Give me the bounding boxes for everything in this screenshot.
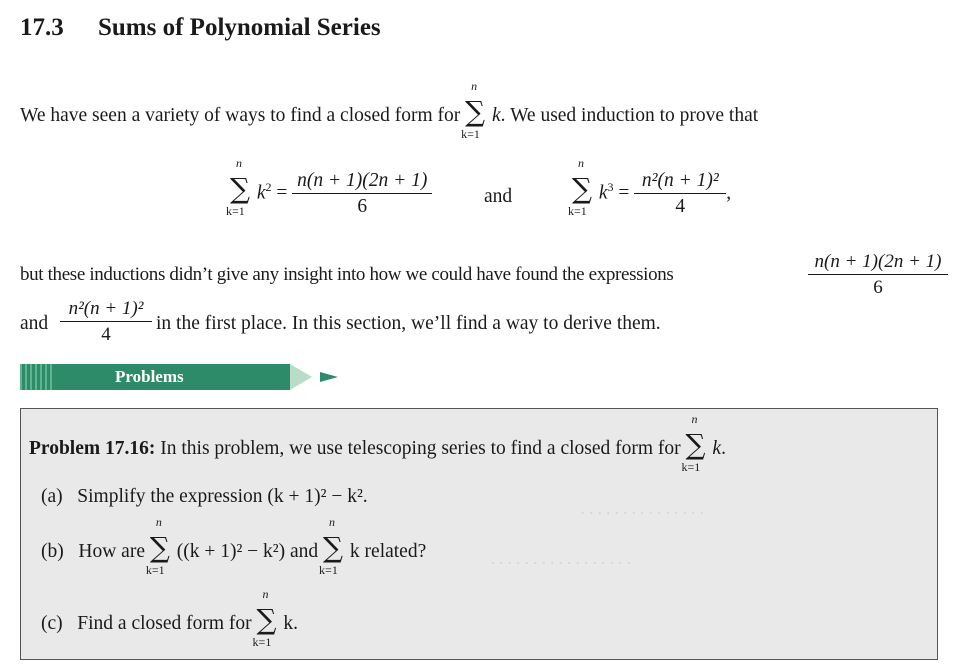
banner-point bbox=[320, 372, 338, 382]
banner-label: Problems bbox=[115, 367, 184, 386]
equation-sum-squares: n ∑ k=1 $k^2$ = $\frac{n(n + 1)(2n + 1)}{6}$ bbox=[230, 170, 432, 218]
background-ghost-text: . . . . . . . . . . . . . . . . . bbox=[491, 549, 632, 568]
intro-text-after: . We used induction to prove that bbox=[500, 105, 759, 126]
problems-banner bbox=[20, 362, 320, 392]
fraction: $\frac{\text{n²(n + 1)²}}{4}$ bbox=[634, 170, 726, 218]
summation-symbol: n ∑ k=1 bbox=[461, 79, 486, 141]
background-ghost-text: . . . . . . . . . . . . . . . bbox=[581, 499, 705, 518]
problem-statement: Problem 17.16: In this problem, we use telescoping series to find a closed form for n ∑ k=1 k. bbox=[29, 412, 726, 474]
section-heading bbox=[20, 14, 381, 42]
banner-tip bbox=[290, 364, 312, 390]
equation-sum-cubes: n ∑ k=1 $k^3$ = $\frac{\text{n²(n + 1)²}}{4}$ , bbox=[568, 156, 732, 219]
paragraph-line-2-end: in the first place. In this section, we’ll find a way to derive them. bbox=[156, 313, 661, 334]
summation-symbol: n ∑ k=1 bbox=[145, 515, 170, 577]
summation-symbol: n ∑ k=1 bbox=[226, 156, 250, 219]
summation-symbol: n ∑ k=1 bbox=[252, 587, 277, 649]
fraction: $\frac{n(n + 1)(2n + 1)}{6}$ bbox=[808, 251, 948, 299]
problem-label: Problem 17.16: bbox=[29, 438, 156, 459]
fraction: $\frac{n(n + 1)(2n + 1)}{6}$ bbox=[292, 170, 432, 218]
problem-box bbox=[20, 408, 938, 660]
problem-part-b: (b) How are n ∑ k=1 ((k + 1)² − k²) and n ∑ k=1 k related? bbox=[41, 515, 427, 577]
equation-connector: and bbox=[484, 186, 513, 207]
section-number: 17.3 bbox=[20, 14, 64, 41]
problem-part-c: (c) Find a closed form for n ∑ k=1 k. bbox=[41, 587, 299, 649]
problem-part-a: (a) Simplify the expression (k + 1)² − k². bbox=[41, 486, 368, 507]
summation-symbol: n ∑ k=1 bbox=[319, 515, 344, 577]
section-title: Sums of Polynomial Series bbox=[98, 14, 381, 41]
intro-text-before: We have seen a variety of ways to find a closed form for bbox=[20, 105, 461, 126]
intro-paragraph bbox=[20, 79, 759, 141]
paragraph-line-2-start: and bbox=[20, 313, 49, 334]
paragraph-line-1: but these inductions didn’t give any insight into how we could have found the expressions bbox=[20, 264, 674, 285]
summation-symbol: n ∑ k=1 bbox=[681, 412, 706, 474]
banner-stripes bbox=[20, 364, 52, 390]
fraction: $\frac{\text{n²(n + 1)²}}{4}$ bbox=[60, 298, 152, 346]
summation-symbol: n ∑ k=1 bbox=[568, 156, 592, 219]
summation-variable: k bbox=[492, 105, 501, 126]
